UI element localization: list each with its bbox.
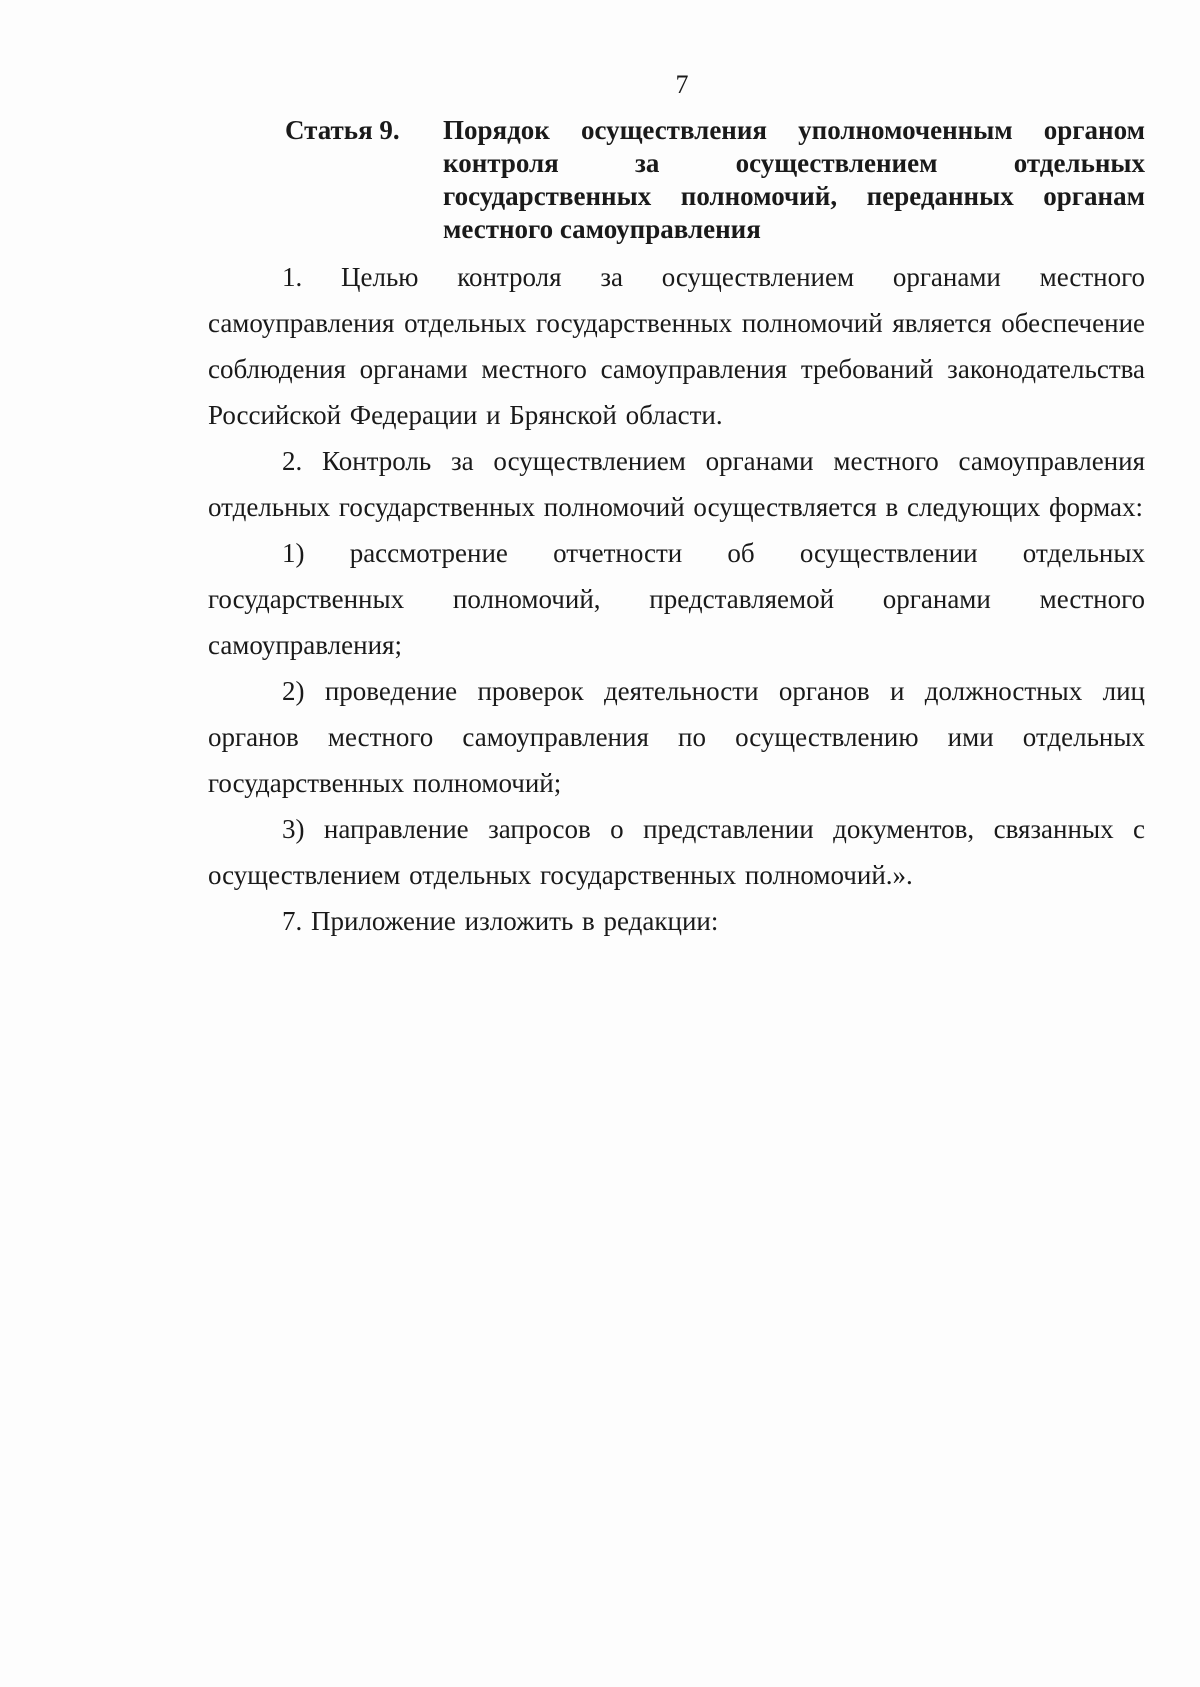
body-text (208, 254, 1145, 944)
paragraph-7: 7. Приложение изложить в редакции: (282, 906, 719, 936)
list-item-1: 1) рассмотрение отчетности об осуществлении отдельных государственных полномочий, представляемой органами местного самоуправления; (208, 538, 1145, 660)
article-label: Статья 9. (285, 115, 400, 145)
paragraph-1: 1. Целью контроля за осуществлением органами местного самоуправления отдельных государственных полномочий является обеспечение соблюдения органами местного самоуправления требований законодательства Российской Федерации и Брянской области. (208, 262, 1145, 430)
list-item-2: 2) проведение проверок деятельности органов и должностных лиц органов местного самоуправления по осуществлению ими отдельных государственных полномочий; (208, 676, 1145, 798)
paragraph-2: 2. Контроль за осуществлением органами местного самоуправления отдельных государственных полномочий осуществляется в следующих формах: (208, 446, 1145, 522)
article-title: Порядок осуществления уполномоченным органом контроля за осуществлением отдельных государственных полномочий, переданных органам местного самоуправления (443, 115, 1145, 244)
page-number: 7 (675, 70, 689, 99)
article-heading (285, 114, 1145, 246)
list-item-3: 3) направление запросов о представлении документов, связанных с осуществлением отдельных государственных полномочий.». (208, 814, 1145, 890)
